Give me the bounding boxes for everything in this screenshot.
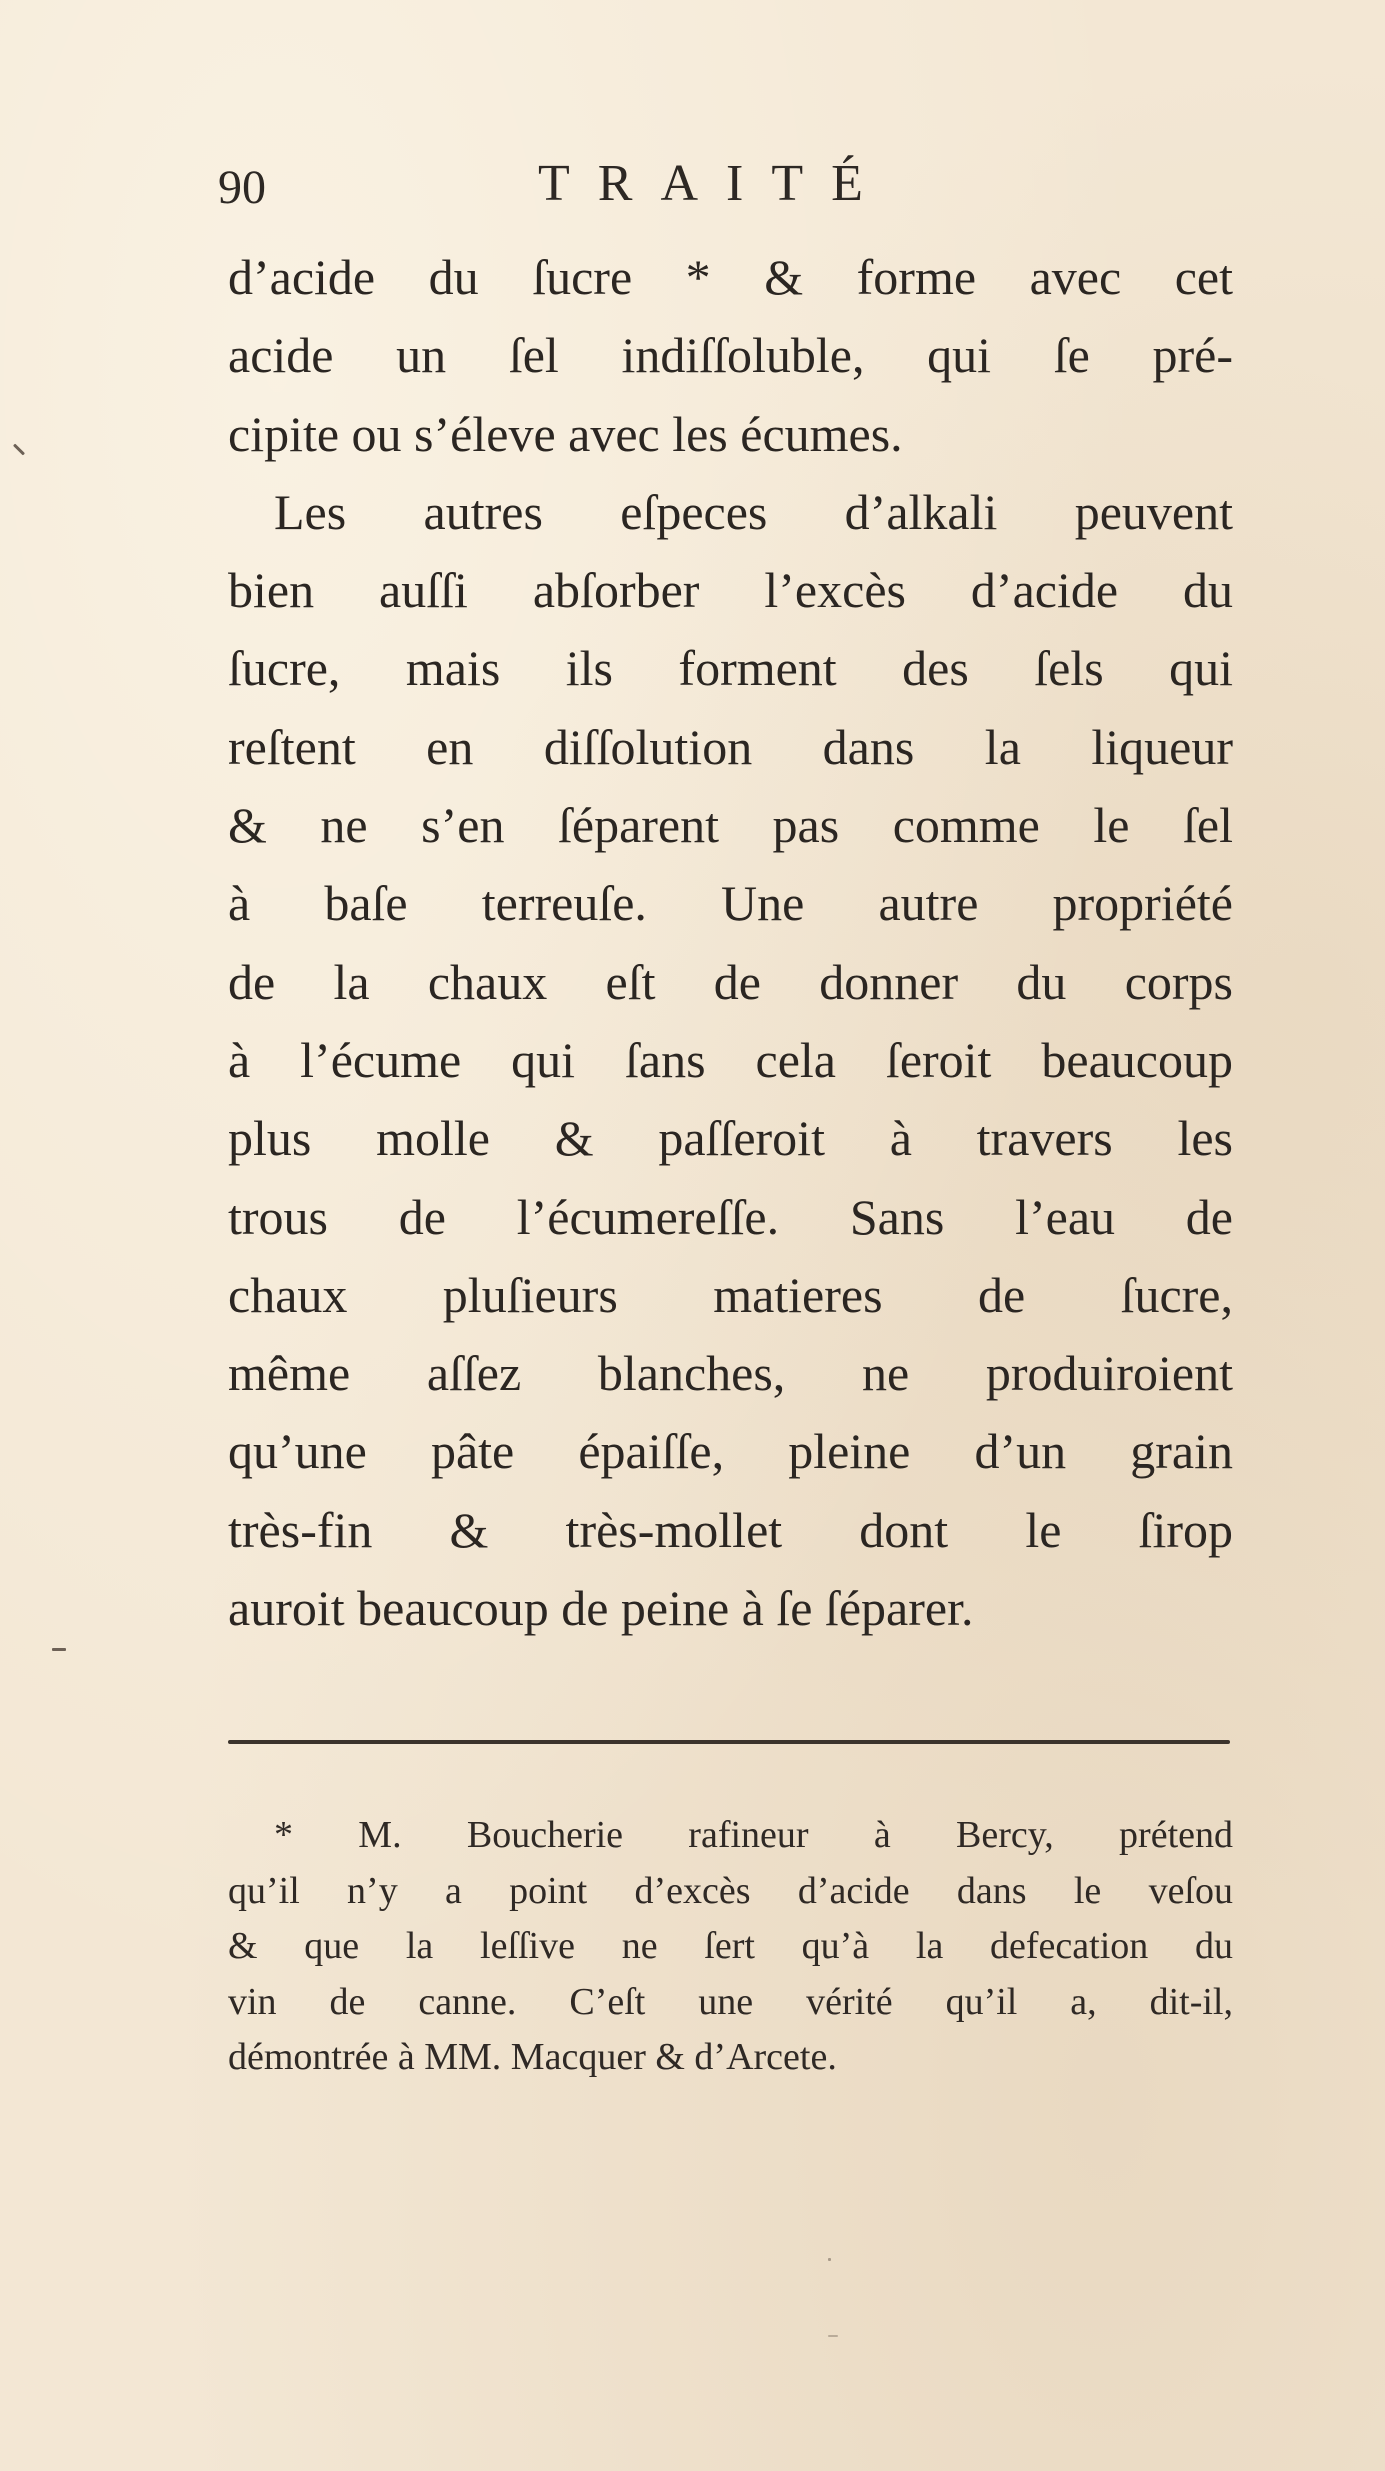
text-line: reſtent en diſſolution dans la liqueur (228, 718, 1233, 775)
text-line: très-fin & très-mollet dont le ſirop (228, 1501, 1233, 1558)
text-line: même aſſez blanches, ne produiroient (228, 1345, 1233, 1402)
footnote (228, 1808, 1233, 2086)
paper-mark (828, 2258, 831, 2261)
text-line: auroit beaucoup de peine à ſe ſéparer. (228, 1580, 974, 1637)
footnote-separator-rule (228, 1740, 1230, 1744)
text-line: à baſe terreuſe. Une autre propriété (228, 875, 1233, 932)
page-header (218, 150, 1228, 220)
footnote-line: démontrée à MM. Macquer & d’Arcete. (228, 2036, 837, 2078)
footnote-line: * M. Boucherie rafineur à Bercy, prétend (274, 1814, 1233, 1856)
text-line: ſucre, mais ils forment des ſels qui (228, 640, 1233, 697)
text-line: Les autres eſpeces d’alkali peuvent (274, 483, 1233, 540)
main-text (228, 238, 1233, 1647)
text-line: bien auſſi abſorber l’excès d’acide du (228, 562, 1233, 619)
running-head: TRAITÉ (538, 155, 891, 212)
text-line: cipite ou s’éleve avec les écumes. (228, 405, 903, 462)
text-line: à l’écume qui ſans cela ſeroit beaucoup (228, 1031, 1233, 1088)
text-line: trous de l’écumereſſe. Sans l’eau de (228, 1188, 1233, 1245)
text-line: chaux pluſieurs matieres de ſucre, (228, 1266, 1233, 1323)
footnote-line: & que la leſſive ne ſert qu’à la defecation du (228, 1925, 1233, 1967)
footnote-line: vin de canne. C’eſt une vérité qu’il a, dit-il, (228, 1980, 1233, 2023)
text-line: & ne s’en ſéparent pas comme le ſel (228, 797, 1233, 854)
paper-mark (13, 443, 25, 455)
text-line: plus molle & paſſeroit à travers les (228, 1110, 1233, 1167)
paper-mark (52, 1648, 66, 1651)
footnote-line: qu’il n’y a point d’excès d’acide dans le veſou (228, 1869, 1233, 1912)
text-line: qu’une pâte épaiſſe, pleine d’un grain (228, 1423, 1233, 1480)
text-line: acide un ſel indiſſoluble, qui ſe pré- (228, 327, 1233, 384)
page-number: 90 (218, 161, 266, 214)
paper-mark (828, 2335, 838, 2337)
text-line: de la chaux eſt de donner du corps (228, 953, 1233, 1010)
text-line: d’acide du ſucre * & forme avec cet (228, 249, 1233, 305)
